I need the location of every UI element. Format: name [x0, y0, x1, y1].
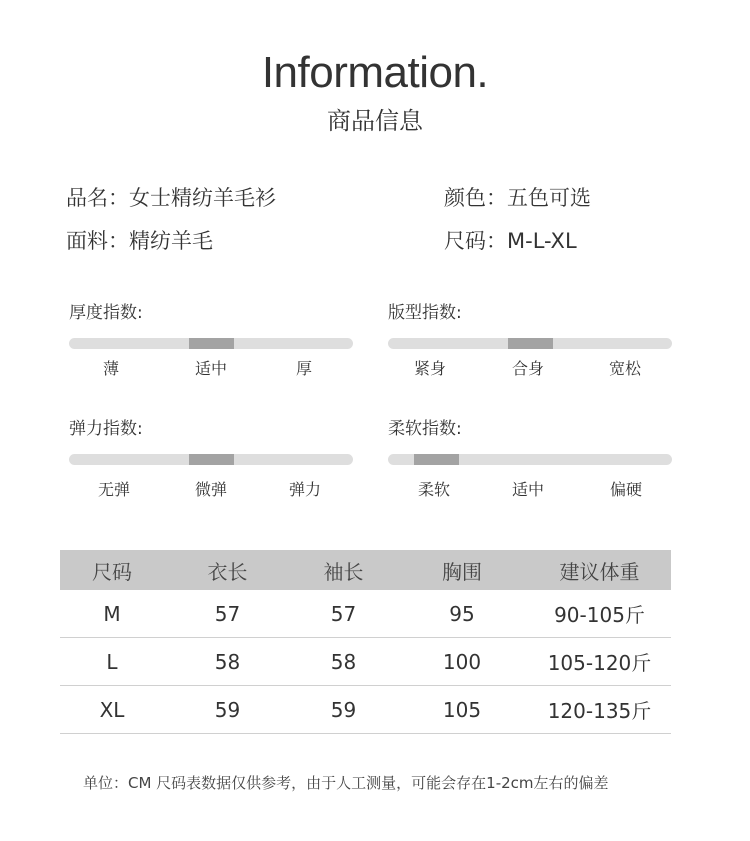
- table-row: [60, 638, 671, 686]
- table-header: [60, 550, 671, 590]
- index-label: 柔软指数:: [388, 419, 462, 439]
- index-tick: 柔软: [417, 480, 450, 499]
- index-tick: 无弹: [97, 480, 130, 499]
- table-cell: L: [106, 649, 118, 674]
- header-weight: 建议体重: [559, 559, 640, 584]
- table-cell: 59: [214, 697, 241, 722]
- index-tick: 适中: [511, 480, 544, 499]
- table-cell: 105: [442, 697, 482, 722]
- header-size: 尺码: [92, 559, 132, 584]
- index-tick: 适中: [194, 359, 227, 378]
- table-cell: 90-105斤: [554, 603, 645, 627]
- header-length: 衣长: [207, 559, 248, 584]
- header-sleeve: 袖长: [323, 559, 364, 584]
- index-label: 厚度指数:: [69, 303, 143, 323]
- table-cell: 58: [214, 649, 241, 674]
- product-fabric: 面料：精纺羊毛: [66, 229, 213, 253]
- index-tick: 微弹: [194, 480, 227, 499]
- index-bar-track: [388, 338, 672, 349]
- size-table: [60, 550, 671, 734]
- index-bar-track: [69, 338, 353, 349]
- index-bar-track: [69, 454, 353, 465]
- index-tick: 偏硬: [609, 480, 642, 499]
- table-cell: 120-135斤: [547, 699, 652, 723]
- table-cell: 100: [442, 649, 482, 674]
- header-bust: 胸围: [442, 559, 482, 584]
- title-chinese: 商品信息: [327, 107, 423, 135]
- index-label: 版型指数:: [388, 303, 462, 323]
- table-cell: 58: [330, 649, 357, 674]
- table-row: [60, 590, 671, 638]
- index-bar-marker: [189, 454, 234, 465]
- table-cell: 57: [214, 601, 241, 626]
- index-tick: 厚: [295, 359, 312, 378]
- table-cell: 95: [449, 601, 475, 626]
- table-cell: XL: [99, 697, 125, 722]
- index-tick: 合身: [511, 359, 544, 378]
- measurement-note: 单位：CM 尺码表数据仅供参考，由于人工测量，可能会存在1-2cm左右的偏差: [83, 774, 609, 792]
- table-row: [60, 686, 671, 734]
- index-bar-track: [388, 454, 672, 465]
- index-tick: 宽松: [608, 359, 641, 378]
- index-tick: 薄: [102, 359, 119, 378]
- table-cell: 59: [330, 697, 357, 722]
- table-cell: M: [103, 601, 121, 626]
- index-bar-marker: [414, 454, 459, 465]
- product-size-range: 尺码：M-L-XL: [444, 229, 577, 253]
- index-bar-marker: [508, 338, 553, 349]
- title-english: Information.: [261, 48, 489, 97]
- product-color: 颜色：五色可选: [444, 186, 591, 210]
- table-cell: 57: [330, 601, 357, 626]
- table-cell: 105-120斤: [547, 651, 652, 675]
- index-bar-marker: [189, 338, 234, 349]
- index-label: 弹力指数:: [69, 419, 143, 439]
- index-tick: 紧身: [413, 359, 446, 378]
- product-name: 品名：女士精纺羊毛衫: [66, 186, 276, 210]
- index-tick: 弹力: [288, 480, 321, 499]
